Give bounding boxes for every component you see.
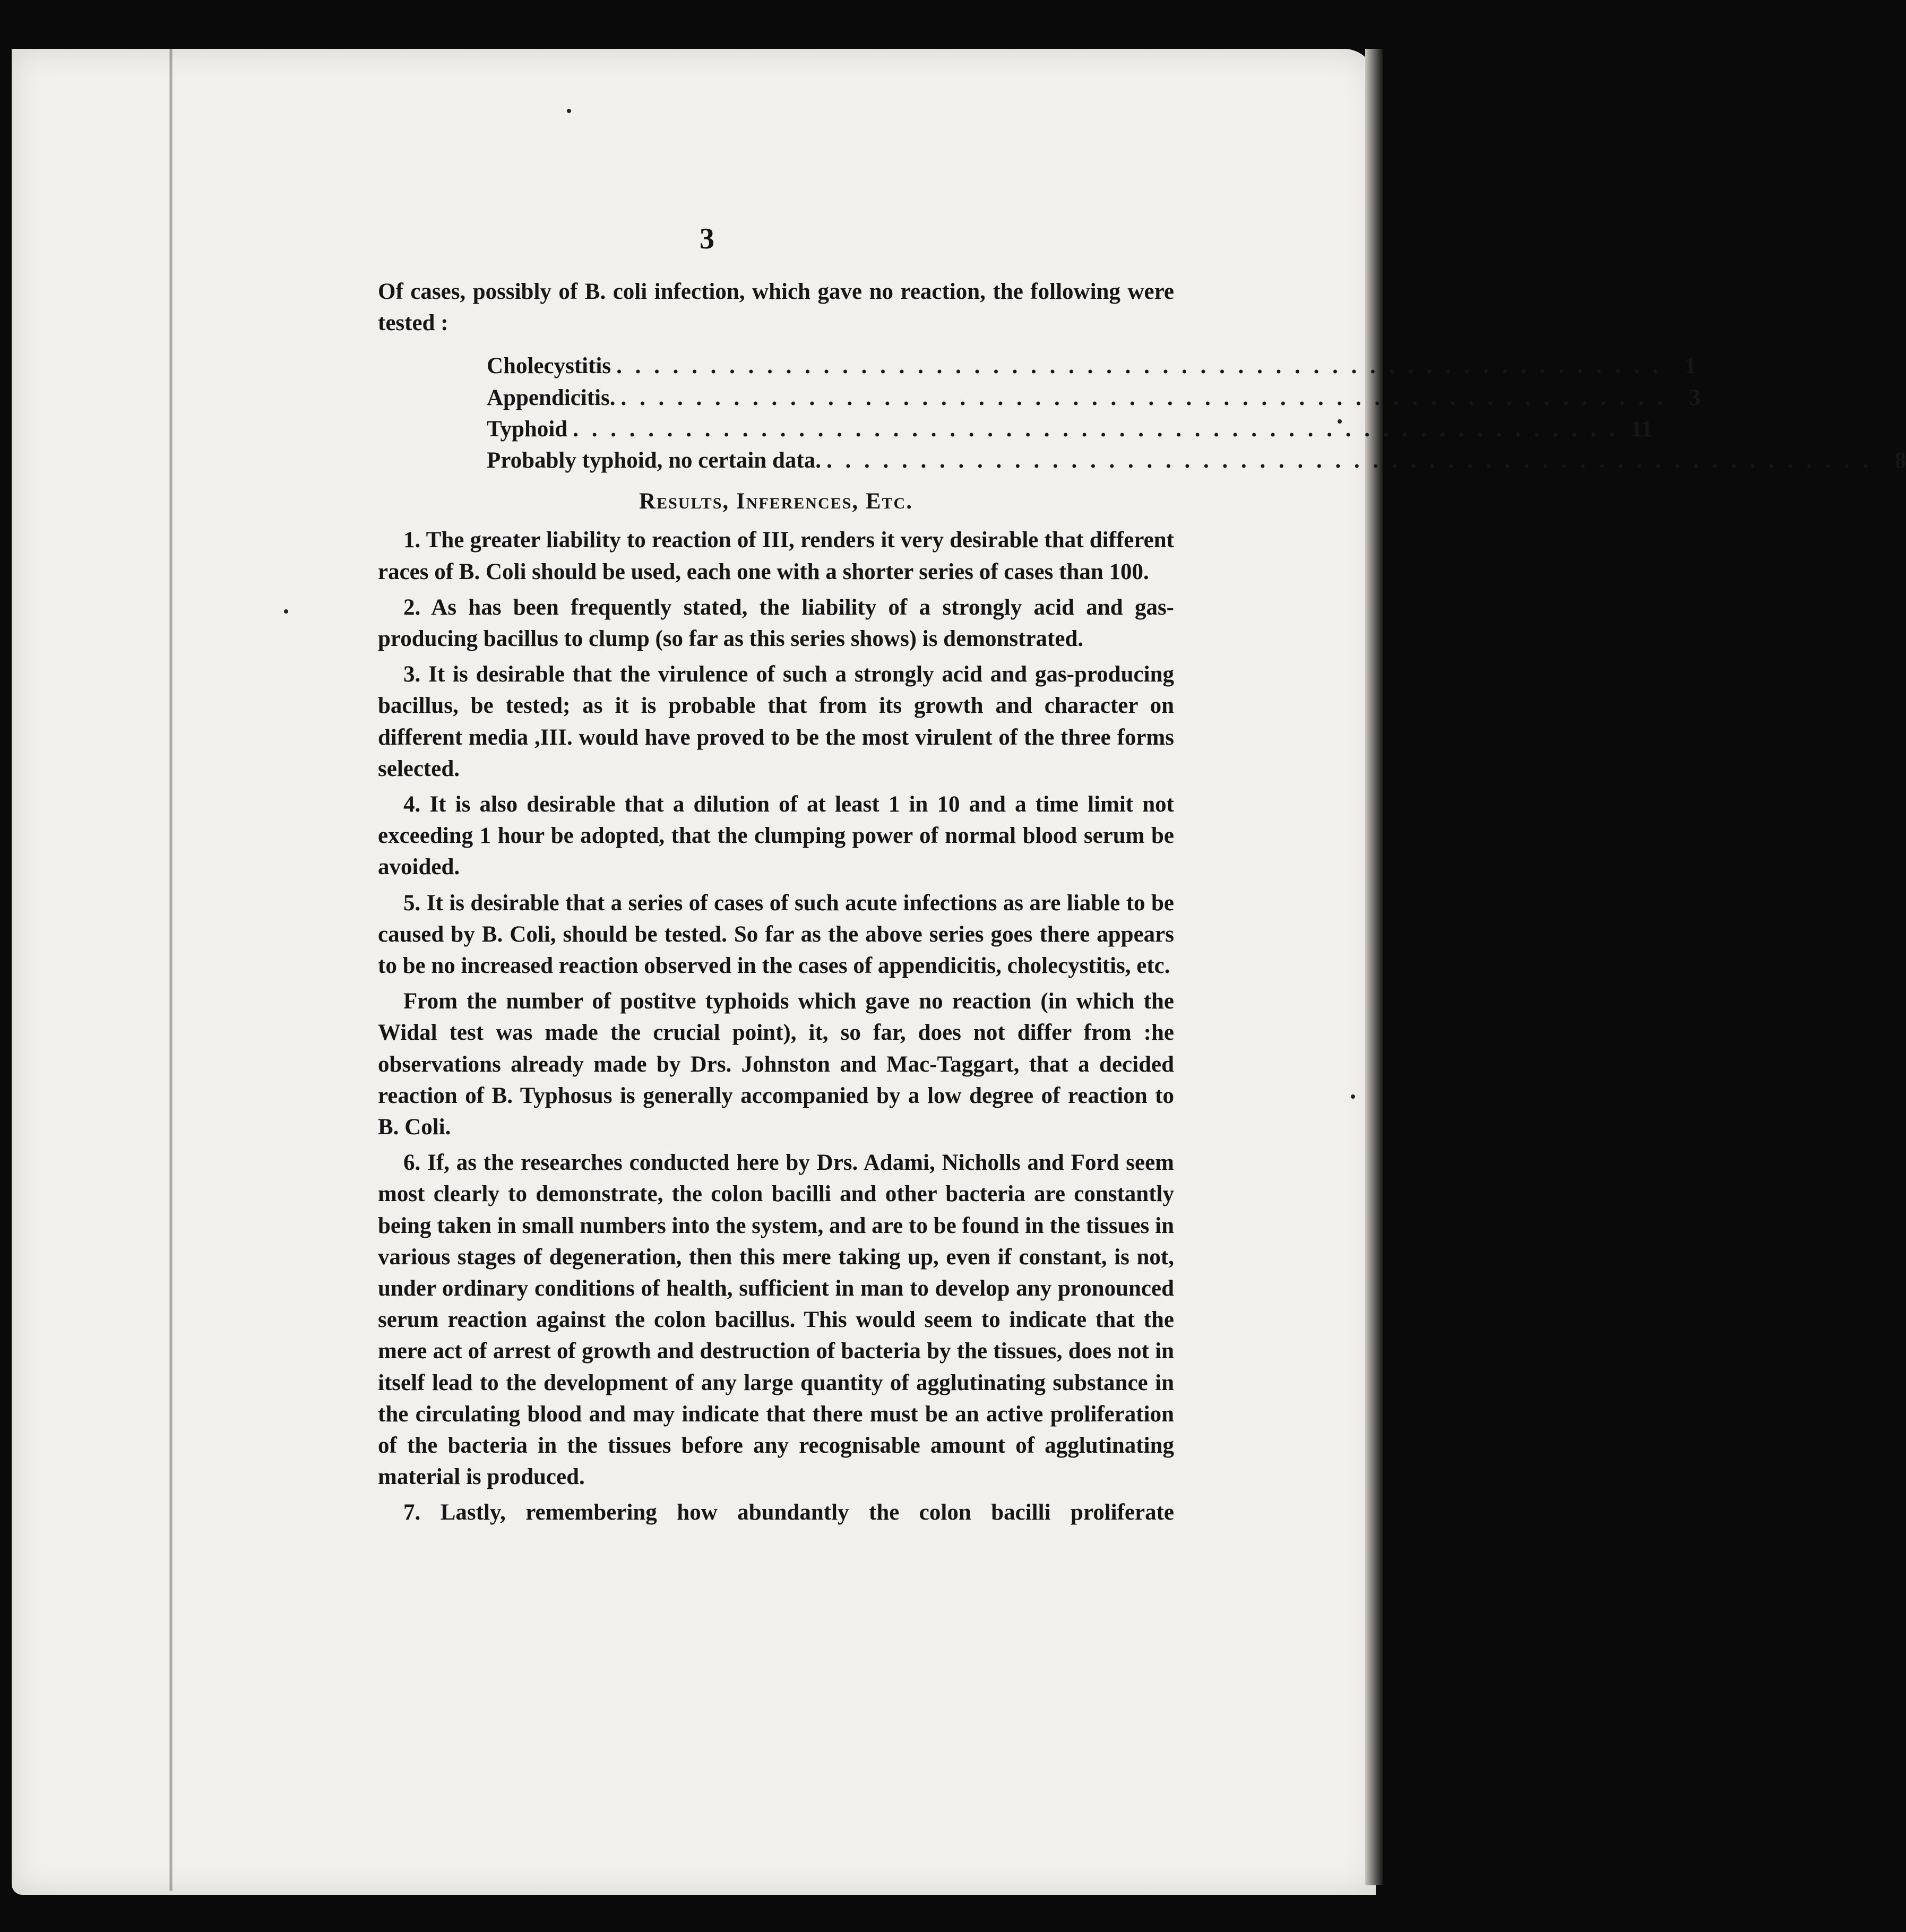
paragraph: From the number of postitve typhoids which gave no reaction (in which the Widal test was made the crucial point), it, so far, does not differ from :he observations already made by Drs. Johnston and Mac-Taggart, that a decided reaction of B. Typhosus is generally accompanied by a low degree of reaction to B. Coli. [378,989,1174,1140]
case-row [487,382,1701,413]
document-body [378,276,1906,1533]
case-name: Typhoid [487,416,568,442]
case-row [487,445,1906,476]
case-row [487,413,1653,445]
print-speck [1351,1094,1355,1099]
paragraph: 4. It is also desirable that a dilution of at least 1 in 10 and a time limit not exceeding 1 hour be adopted, that the clumping power of normal blood serum be avoided. [378,791,1174,880]
page-fold-line [169,49,173,1891]
paragraph: 2. As has been frequently stated, the liability of a strongly acid and gas-producing bacillus to clump (so far as this series shows) is demonstrated. [378,594,1174,651]
print-speck [567,109,571,113]
case-count: 1 [1684,353,1696,379]
dot-leader: . . . . . . . . . . . . . . . . . . . . . . . . . . . . . . . . . . . . . . . . . . . . . . . . . . . . . . . . [620,385,1667,410]
case-count: 3 [1689,385,1701,410]
case-list [487,350,1906,476]
dot-leader: . . . . . . . . . . . . . . . . . . . . . . . . . . . . . . . . . . . . . . . . . . . . . . . . . . . . . . . . [826,447,1873,473]
paragraph: 5. It is desirable that a series of cases of such acute infections as are liable to be caused by B. Coli, should be tested. So far as the above series goes there appears to be no increased reaction observed in the cases of appendicitis, cholecystitis, etc. [378,890,1174,978]
dot-leader: . . . . . . . . . . . . . . . . . . . . . . . . . . . . . . . . . . . . . . . . . . . . . . . . . . . . . . . . [573,416,1619,442]
page-edge-shadow [1365,49,1383,1885]
paragraph: 6. If, as the researches conducted here by Drs. Adami, Nicholls and Ford seem most clearly to demonstrate, the colon bacilli and other bacteria are constantly being taken in small numbers into the system, and are to be found in the tissues in various stages of degeneration, then this mere taking up, even if constant, is not, under ordinary conditions of health, sufficient in man to develop any pronounced serum reaction against the colon bacillus. This would seem to indicate that the mere act of arrest of growth and destruction of bacteria by the tissues, does not in itself lead to the development of any large quantity of agglutinating substance in the circulating blood and may indicate that there must be an active proliferation of the bacteria in the tissues before any recognisable amount of agglutinating material is produced. [378,1150,1174,1490]
paragraph: 1. The greater liability to reaction of III, renders it very desirable that different races of B. Coli should be used, each one with a shorter series of cases than 100. [378,528,1174,584]
intro-paragraph: Of cases, possibly of B. coli infection, which gave no reaction, the following were tested : [378,279,1174,336]
section-heading: Results, Inferences, Etc. [639,489,913,514]
print-speck [284,609,288,614]
case-name: Cholecystitis [487,353,611,379]
paragraph: 7. Lastly, remembering how abundantly the colon bacilli proliferate [403,1500,1174,1525]
case-name: Probably typhoid, no certain data. [487,447,821,473]
case-count: 8 [1894,447,1906,473]
page-number: 3 [700,222,714,255]
case-name: Appendicitis. [487,385,616,410]
paragraph: 3. It is desirable that the virulence of such a strongly acid and gas-producing bacillus, be tested; as it is probable that from its growth and character on different media ,III. would have proved to be the most virulent of the three forms selected. [378,662,1174,781]
dot-leader: . . . . . . . . . . . . . . . . . . . . . . . . . . . . . . . . . . . . . . . . . . . . . . . . . . . . . . . . [616,353,1662,379]
case-count: 11 [1631,416,1653,442]
case-row [487,350,1696,382]
